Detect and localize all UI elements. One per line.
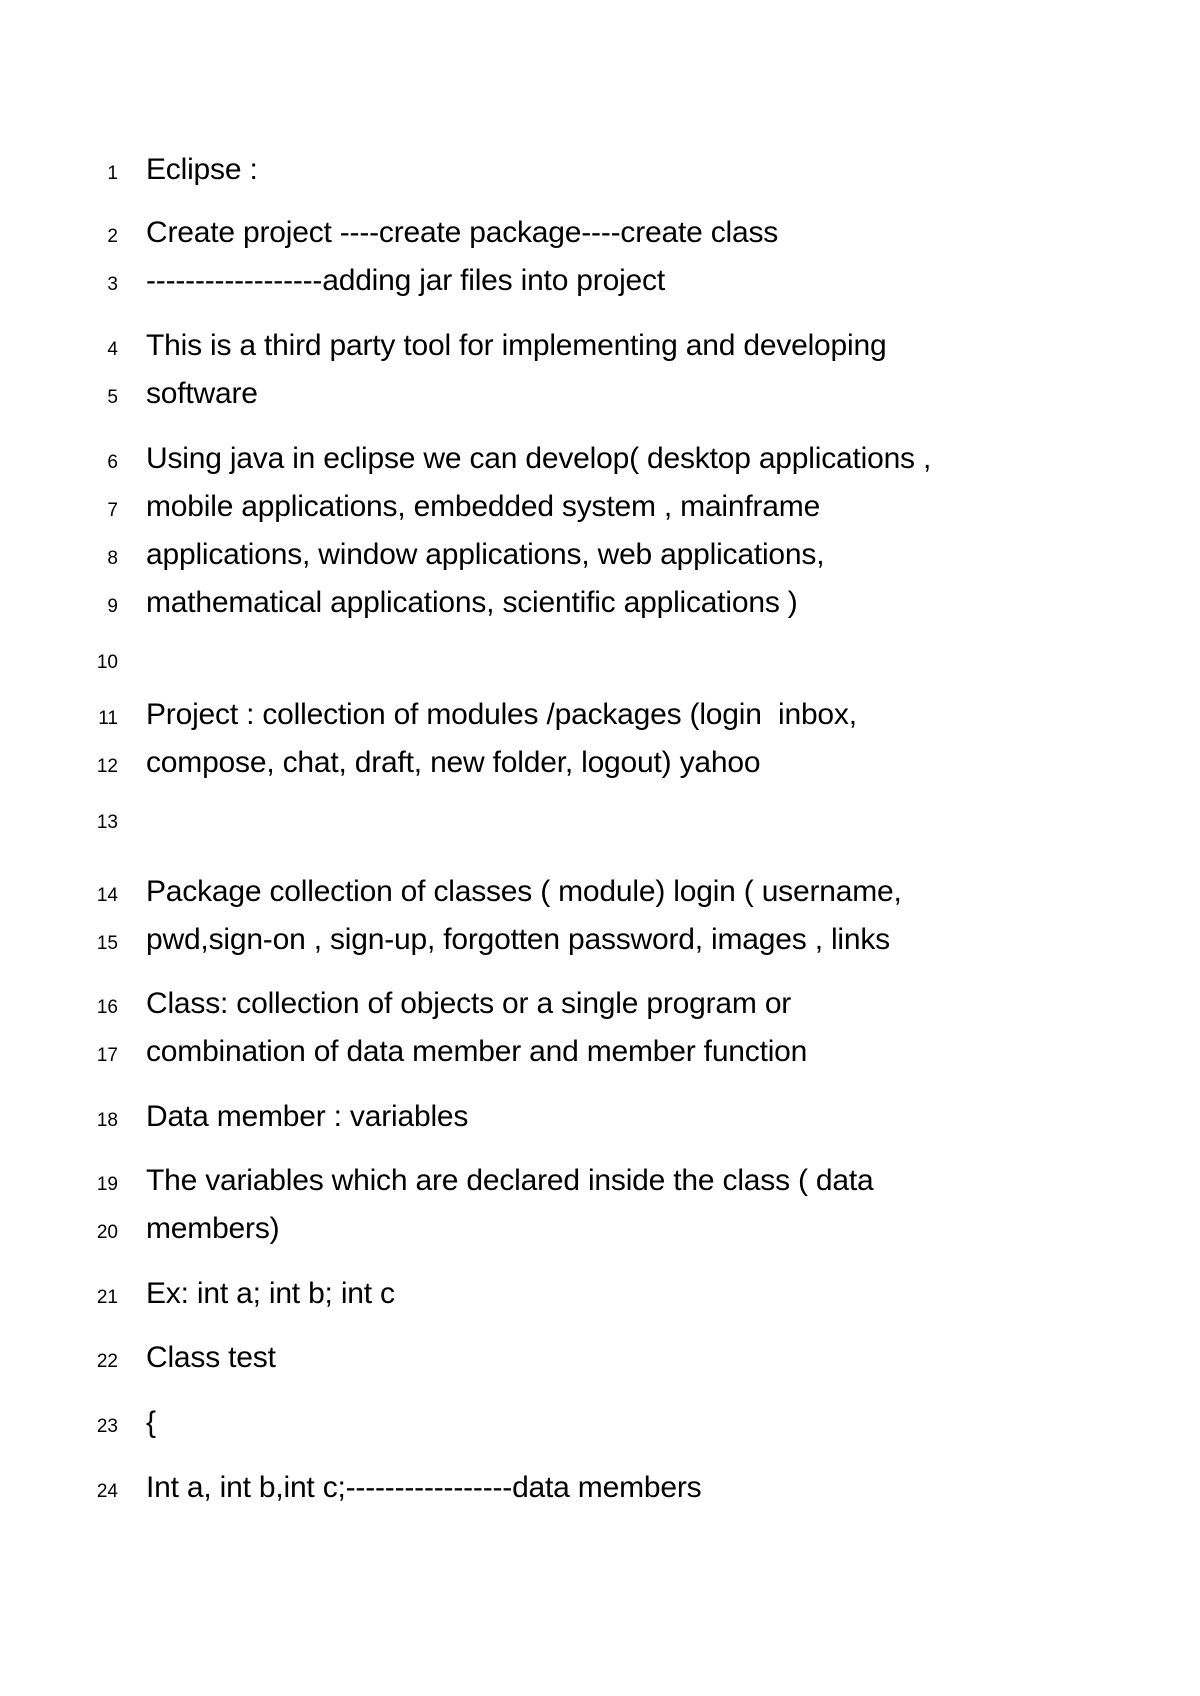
document-line [0, 1338, 1200, 1378]
document-line [0, 639, 1200, 679]
line-text: Class test [146, 1341, 276, 1374]
line-text: { [146, 1406, 156, 1439]
document-line [0, 374, 1200, 414]
line-text: Class: collection of objects or a single program or [146, 987, 792, 1020]
line-text: The variables which are declared inside the class ( data [146, 1164, 874, 1197]
line-number: 15 [96, 933, 118, 954]
line-text: Ex: int a; int b; int c [146, 1277, 395, 1310]
line-text: Package collection of classes ( module) login ( username, [146, 875, 902, 908]
document-line [0, 1097, 1200, 1137]
line-number: 9 [107, 596, 118, 617]
line-number: 16 [96, 997, 118, 1018]
line-number: 4 [107, 339, 118, 360]
line-text: members) [146, 1212, 280, 1245]
line-text: Eclipse : [146, 153, 258, 186]
line-number: 14 [96, 885, 118, 906]
document-line [0, 535, 1200, 575]
line-text: applications, window applications, web applications, [146, 538, 825, 571]
line-number: 2 [107, 226, 118, 247]
line-text: This is a third party tool for implementing and developing [146, 329, 887, 362]
line-number: 21 [96, 1287, 118, 1308]
document-line [0, 487, 1200, 527]
line-number: 18 [96, 1110, 118, 1131]
document-line [0, 743, 1200, 783]
line-number: 23 [96, 1416, 118, 1437]
document-line [0, 872, 1200, 912]
document-line [0, 1274, 1200, 1314]
line-number: 3 [107, 274, 118, 295]
document-line [0, 1209, 1200, 1249]
line-number: 7 [107, 500, 118, 521]
document-line [0, 920, 1200, 960]
document-line [0, 799, 1200, 839]
document-line [0, 326, 1200, 366]
line-number: 19 [96, 1174, 118, 1195]
line-number: 17 [96, 1045, 118, 1066]
document-line [0, 1032, 1200, 1072]
line-number: 12 [96, 756, 118, 777]
line-text: Using java in eclipse we can develop( desktop applications , [146, 442, 932, 475]
line-number: 24 [96, 1481, 118, 1502]
line-number: 1 [107, 163, 118, 184]
document-line [0, 1468, 1200, 1508]
document-line [0, 695, 1200, 735]
document-line [0, 583, 1200, 623]
line-text: pwd,sign-on , sign-up, forgotten password, images , links [146, 923, 890, 956]
line-text: Project : collection of modules /packages (login inbox, [146, 698, 857, 731]
line-text: mathematical applications, scientific applications ) [146, 586, 798, 619]
document-line [0, 213, 1200, 253]
line-text: combination of data member and member function [146, 1035, 808, 1068]
line-text: software [146, 377, 258, 410]
line-text: Data member : variables [146, 1100, 469, 1133]
line-number: 10 [96, 652, 118, 673]
line-number: 13 [96, 812, 118, 833]
line-text: Int a, int b,int c;-----------------data members [146, 1471, 702, 1504]
line-number: 20 [96, 1222, 118, 1243]
document-line [0, 261, 1200, 301]
line-text: Create project ----create package----create class [146, 216, 779, 249]
line-number: 5 [107, 387, 118, 408]
document-line [0, 439, 1200, 479]
line-text: mobile applications, embedded system , mainframe [146, 490, 821, 523]
line-text: ------------------adding jar files into project [146, 264, 665, 297]
line-text: compose, chat, draft, new folder, logout) yahoo [146, 746, 761, 779]
line-number: 8 [107, 548, 118, 569]
document-line [0, 984, 1200, 1024]
line-number: 11 [98, 708, 118, 729]
document-line [0, 1403, 1200, 1443]
line-number: 22 [96, 1351, 118, 1372]
line-number: 6 [107, 452, 118, 473]
document-line [0, 1161, 1200, 1201]
document-line [0, 150, 1200, 190]
